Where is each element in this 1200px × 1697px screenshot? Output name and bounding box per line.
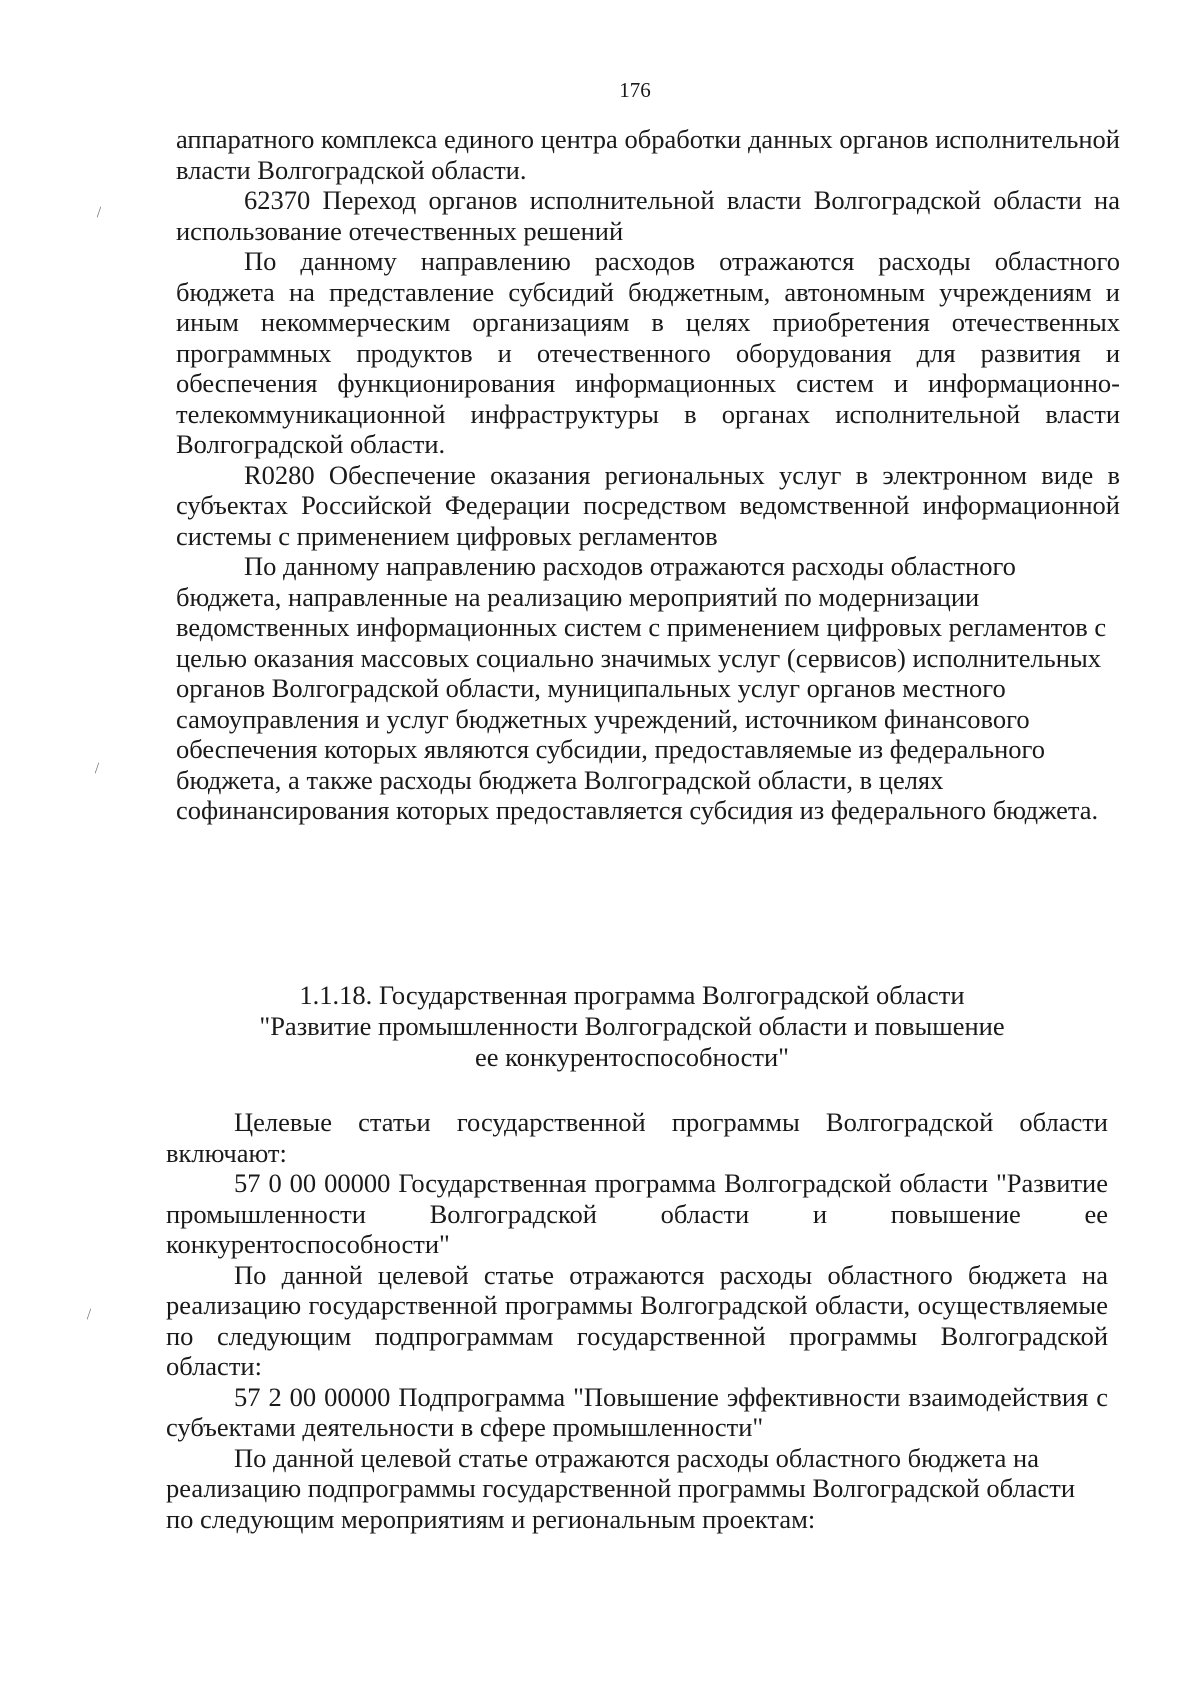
paragraph-code-r0280: R0280 Обеспечение оказания региональных услуг в электронном виде в субъектах Российской Федерации посредством ведомственной информационной системы с применением цифровых регламентов [176,459,1120,551]
scan-mark: \ [81,1306,96,1323]
paragraph-description-57-0: По данной целевой статье отражаются расходы областного бюджета на реализацию государственной программы Волгоградской области, осуществляемые по следующим подпрограммам государственной программы Волгоградской области: [166,1259,1108,1381]
section-heading [230,980,1034,1073]
section-heading-line: ее конкурентоспособности" [475,1042,789,1072]
paragraph-description-62370: По данному направлению расходов отражаются расходы областного бюджета на представление субсидий бюджетным, автономным учреждениям и иным некоммерческим организациям в целях приобретения отечественных программных продуктов и отечественного оборудования для развития и обеспечения функционирования информационных систем и информационно-телекоммуникационной инфраструктуры в органах исполнительной власти Волгоградской области. [176,246,1120,459]
paragraph-code-57-0: 57 0 00 00000 Государственная программа Волгоградской области "Развитие промышленности Волгоградской области и повышение ее конкурентоспособности" [166,1168,1108,1259]
paragraph-description-r0280: По данному направлению расходов отражаются расходы областного бюджета, направленные на реализацию мероприятий по модернизации ведомственных информационных систем с применением цифровых регламентов с целью оказания массовых социально значимых услуг (сервисов) исполнительных органов Волгоградской области, муниципальных услуг органов местного самоуправления и услуг бюджетных учреждений, источником финансового обеспечения которых являются субсидии, предоставляемые из федерального бюджета, а также расходы бюджета Волгоградской области, в целях софинансирования которых предоставляется субсидия из федерального бюджета. [176,551,1107,825]
scan-mark: \ [91,204,106,221]
scan-mark: \ [89,760,104,777]
bottom-text-block [166,1107,1108,1534]
paragraph-continuation: аппаратного комплекса единого центра обработки данных органов исполнительной власти Волгоградской области. [176,124,1120,185]
page-number: 176 [619,78,651,102]
top-text-block [176,124,1120,826]
paragraph-description-57-2: По данной целевой статье отражаются расходы областного бюджета на реализацию подпрограммы государственной программы Волгоградской области по следующим мероприятиям и региональным проектам: [166,1442,1076,1534]
paragraph-target-articles: Целевые статьи государственной программы Волгоградской области включают: [166,1107,1108,1168]
paragraph-code-62370: 62370 Переход органов исполнительной власти Волгоградской области на использование отечественных решений [176,185,1120,246]
section-heading-line: "Развитие промышленности Волгоградской области и повышение [259,1011,1005,1041]
paragraph-code-57-2: 57 2 00 00000 Подпрограмма "Повышение эффективности взаимодействия с субъектами деятельности в сфере промышленности" [166,1381,1108,1442]
section-heading-line: 1.1.18. Государственная программа Волгоградской области [299,980,965,1010]
